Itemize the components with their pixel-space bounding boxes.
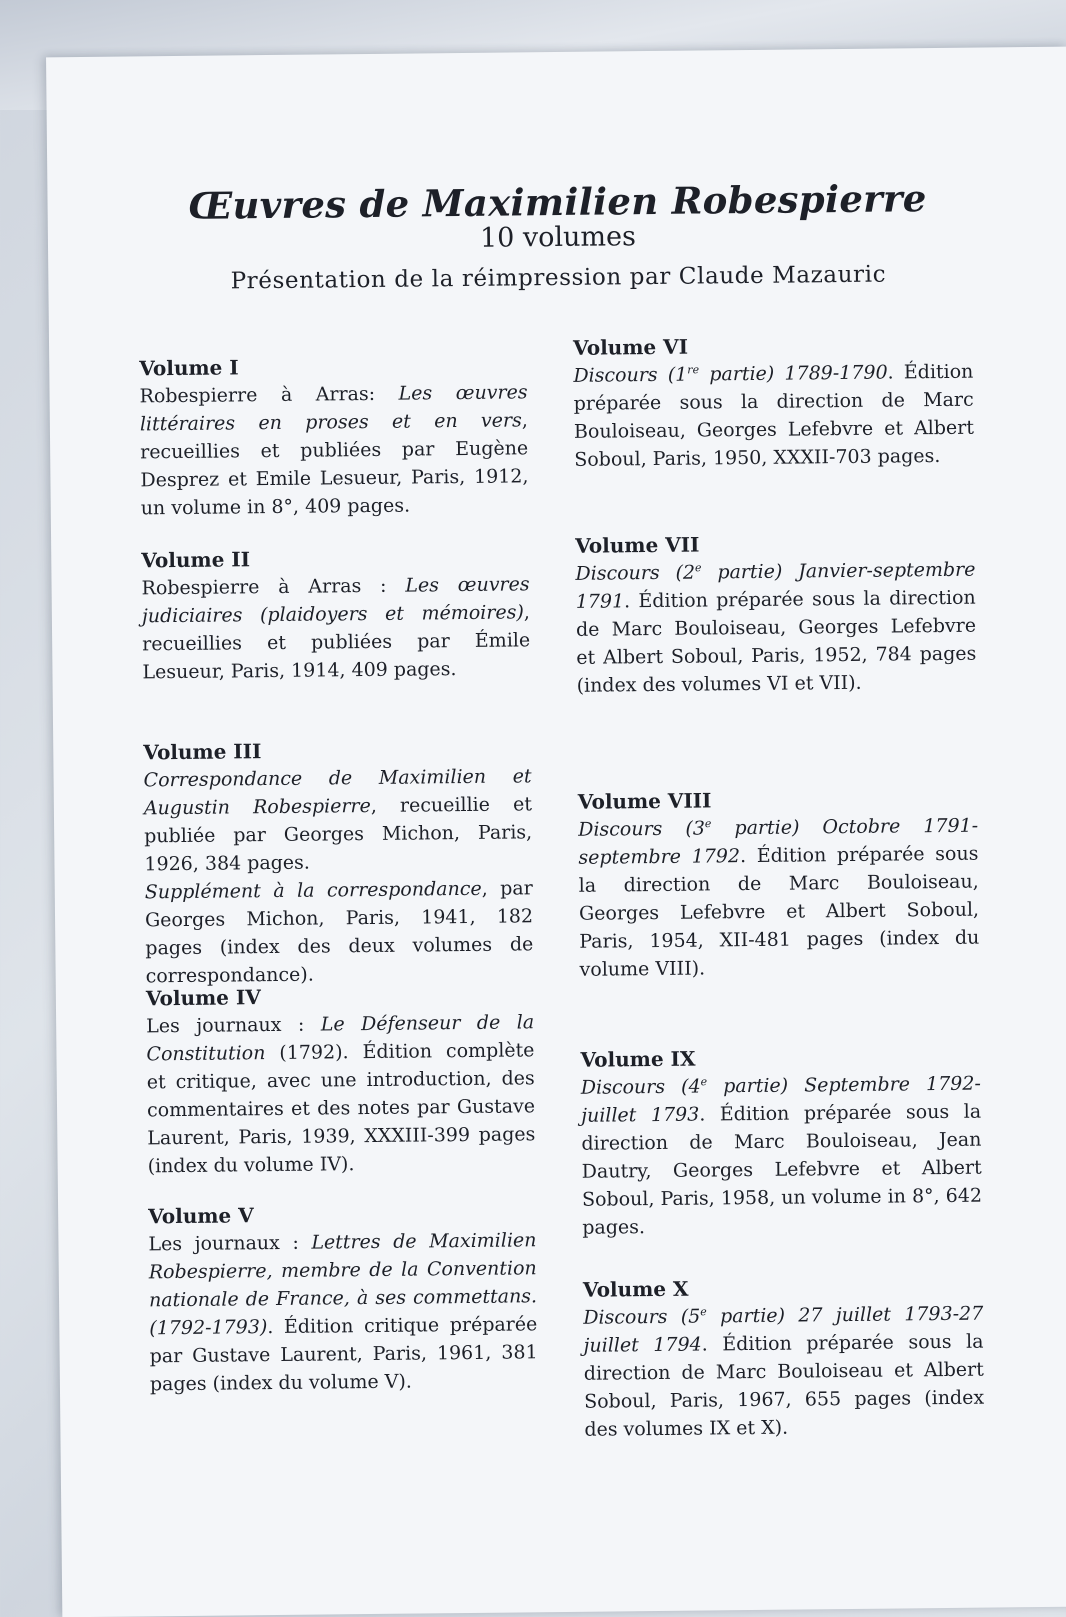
volume-entry xyxy=(146,982,536,1180)
description-text: . Édition préparée sous la direction de Marc Bouloiseau, Georges Lefebvre et Albert Soboul, Paris, 1950, XXXII-703 pages. xyxy=(573,360,975,471)
superscript-text: e xyxy=(704,817,712,831)
volume-description xyxy=(141,570,530,686)
description-text: Les journaux : xyxy=(148,1231,312,1256)
presentation-line: Présentation de la réimpression par Claude Mazauric xyxy=(230,261,887,295)
volume-title: Volume II xyxy=(141,547,251,573)
superscript-text: re xyxy=(687,363,700,377)
volume-description xyxy=(583,1300,984,1444)
superscript-text: e xyxy=(700,1305,707,1319)
volume-title: Volume IX xyxy=(580,1046,696,1072)
description-text: Robespierre à Arras : xyxy=(141,574,406,600)
volume-description xyxy=(581,1070,983,1242)
document-title: Œuvres de Maximilien Robespierre xyxy=(188,176,927,228)
volume-title: Volume IV xyxy=(145,985,261,1011)
volume-description xyxy=(139,378,528,522)
italic-title-text: Lettres de Maximilien Robespierre, membre de la Convention nationale de France, à ses commettans. (1792-1793) xyxy=(148,1229,538,1340)
description-text: , recueillie et publiée par Georges Michon, Paris, 1926, 384 pages. xyxy=(144,793,533,876)
document-sheet xyxy=(46,47,1066,1617)
italic-title-text: Correspondance de Maximilien et Augustin Robespierre xyxy=(143,765,532,820)
superscript-text: e xyxy=(700,1075,708,1089)
description-text: , recueillies et publiées par Émile Lesueur, Paris, 1914, 409 pages. xyxy=(142,601,531,684)
italic-title-text: Le Défenseur de la Constitution xyxy=(146,1011,535,1066)
description-text: . Édition préparée sous la direction de Marc Bouloiseau, Georges Lefebvre et Albert Soboul, Paris, 1954, XII-481 pages (index du volume VIII). xyxy=(578,842,980,981)
volume-entry xyxy=(578,786,980,984)
description-text: , par Georges Michon, Paris, 1941, 182 pages (index des deux volumes de correspondance). xyxy=(144,877,534,988)
italic-title-text: Discours (5 xyxy=(583,1305,701,1329)
document-subtitle: 10 volumes xyxy=(479,221,637,254)
italic-title-text: Les œuvres littéraires en proses et en vers xyxy=(139,381,528,436)
italic-title-text: Discours (3 xyxy=(578,817,706,841)
description-text: (1792). Édition complète et critique, avec une introduction, des commentaires et des notes par Gustave Laurent, Paris, 1939, XXXIII-399 pages (index du volume IV). xyxy=(146,1039,536,1178)
italic-title-text: Discours (2 xyxy=(575,561,696,585)
italic-title-text: partie) 1789-1790 xyxy=(698,361,888,386)
superscript-text: e xyxy=(694,561,702,575)
volume-title: Volume III xyxy=(143,739,262,765)
italic-title-text: Discours (1 xyxy=(573,363,688,387)
volume-entry xyxy=(573,332,974,474)
volume-title: Volume I xyxy=(139,355,239,381)
description-text: Robespierre à Arras: xyxy=(139,382,399,408)
volume-entry xyxy=(583,1274,985,1444)
volume-description xyxy=(573,358,974,474)
volume-description xyxy=(146,1008,536,1180)
volume-description xyxy=(148,1226,538,1398)
document-content xyxy=(46,47,1066,1617)
description-text: Les journaux : xyxy=(146,1013,321,1038)
description-text: . Édition préparée sous la direction de Marc Bouloiseau, Georges Lefebvre et Albert Soboul, Paris, 1952, 784 pages (index des volumes VI et VII). xyxy=(575,586,977,697)
italic-title-text: partie) 27 juillet 1793-27 juillet 1794 xyxy=(583,1302,984,1357)
description-text: . Édition préparée sous la direction de Marc Bouloiseau et Albert Soboul, Paris, 1967, 655 pages (index des volumes IX et X). xyxy=(583,1330,985,1441)
description-text: . Édition préparée sous la direction de Marc Bouloiseau, Jean Dautry, Georges Lefebvre et Albert Soboul, Paris, 1958, un volume in 8°, 642 pages. xyxy=(581,1100,983,1239)
italic-title-text: partie) Janvier-septembre 1791 xyxy=(575,558,976,613)
volume-entry xyxy=(580,1044,982,1242)
volume-description xyxy=(578,812,980,984)
description-text: . Édition critique préparée par Gustave Laurent, Paris, 1961, 381 pages (index du volume V). xyxy=(149,1313,538,1396)
italic-title-text: Supplément à la correspondance xyxy=(144,877,482,904)
description-text: , recueillies et publiées par Eugène Desprez et Emile Lesueur, Paris, 1912, un volume in 8°, 409 pages. xyxy=(140,409,529,520)
italic-title-text: Discours (4 xyxy=(580,1075,701,1099)
volume-entry xyxy=(139,352,529,522)
volume-title: Volume VII xyxy=(575,532,700,558)
volume-description xyxy=(143,762,533,990)
volume-title: Volume X xyxy=(582,1276,689,1302)
volume-title: Volume V xyxy=(148,1203,254,1229)
volume-title: Volume VI xyxy=(572,334,689,360)
italic-title-text: partie) Octobre 1791-septembre 1792 xyxy=(578,814,979,869)
volume-entry xyxy=(148,1200,538,1398)
volume-entry xyxy=(575,530,977,700)
volume-entry xyxy=(143,736,534,990)
italic-title-text: Les œuvres judiciaires (plaidoyers et mémoires) xyxy=(141,573,530,628)
volume-entry xyxy=(141,544,530,686)
volume-title: Volume VIII xyxy=(577,788,712,814)
volume-description xyxy=(575,556,976,700)
italic-title-text: partie) Septembre 1792-juillet 1793 xyxy=(581,1072,981,1127)
